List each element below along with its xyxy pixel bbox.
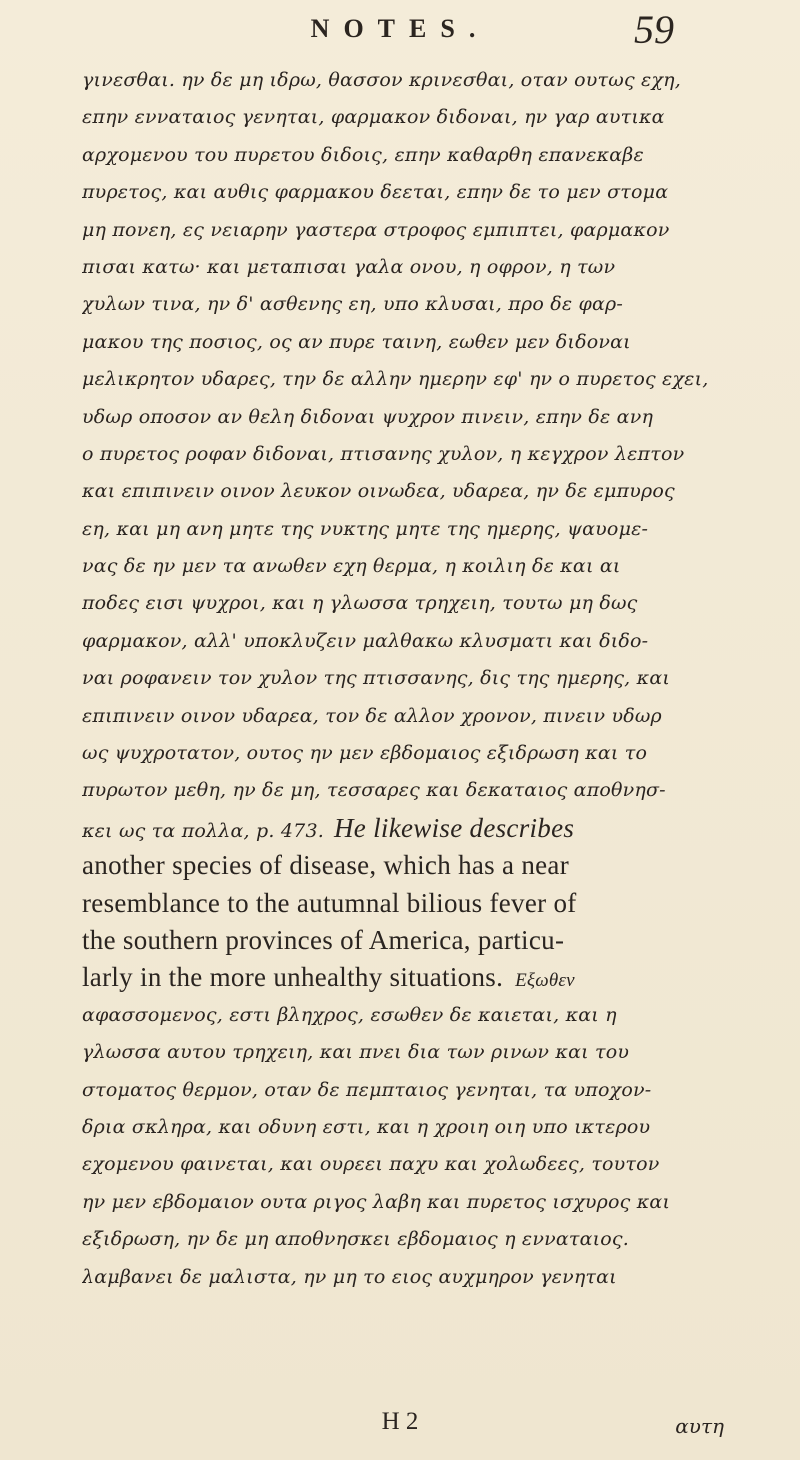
greek-text-line: δρια σκληρα, και οδυνη εστι, και η χροιη οιη υπο ικτερου <box>82 1115 651 1138</box>
greek-text-line: μη πονεη, ες νειαρην γαστερα στροφος εμπιπτει, φαρμακον <box>82 218 670 241</box>
greek-text-line: φαρμακον, αλλ' υποκλυζειν μαλθακω κλυσματι και διδο- <box>82 629 649 652</box>
greek-text-line: μακου της ποσιος, ος αν πυρε ταινη, εωθεν μεν διδοναι <box>82 330 631 353</box>
greek-text-line: και επιπινειν οινον λευκον οινωδεα, υδαρεα, ην δε εμπυρος <box>82 480 675 503</box>
greek-text-line: γλωσσα αυτου τρηχειη, και πνει δια των ρινων και του <box>82 1041 630 1064</box>
greek-text-line: κει ως τα πολλα, p. 473. He likewise describes <box>82 812 575 843</box>
english-text-line: the southern provinces of America, particu- <box>82 924 565 955</box>
printer-signature-mark: H 2 <box>381 1408 419 1435</box>
running-title: NOTES. <box>310 14 490 43</box>
greek-text-line: υδωρ οποσον αν θελη διδοναι ψυχρον πινειν, επην δε ανη <box>82 405 654 428</box>
greek-text-line: νας δε ην μεν τα ανωθεν εχη θερμα, η κοιλιη δε και αι <box>82 555 621 578</box>
greek-text-line: αρχομενου του πυρετου διδοις, επην καθαρθη επανεκαβε <box>82 143 644 166</box>
greek-text-line: πισαι κατω· και μεταπισαι γαλα ονου, η οφρον, η των <box>82 255 616 278</box>
english-text-line: another species of disease, which has a near <box>82 850 570 881</box>
greek-text-line: γινεσθαι. ην δε μη ιδρω, θασσον κρινεσθαι, οταν ουτως εχη, <box>82 69 681 91</box>
greek-text-line: αφασσομενος, εστι βληχρος, εσωθεν δε καιεται, και η <box>82 1003 617 1026</box>
notes-body-text <box>82 62 732 1296</box>
greek-text-line: ναι ροφανειν τον χυλον της πτισσανης, δις της ημερης, και <box>82 667 671 690</box>
greek-text-line: εη, και μη ανη μητε της νυκτης μητε της ημερης, ψαυομε- <box>82 517 649 540</box>
greek-text-line: ο πυρετος ροφαν διδοναι, πτισανης χυλον, η κεγχρον λεπτον <box>82 442 685 465</box>
page-number: 59 <box>634 7 674 52</box>
greek-text-line: λαμβανει δε μαλιστα, ην μη το ειος αυχμηρον γενηται <box>82 1265 617 1288</box>
english-text-line: resemblance to the autumnal bilious fever of <box>82 887 577 918</box>
catchword: αυτη <box>675 1414 724 1438</box>
greek-text-line: ως ψυχροτατον, ουτος ην μεν εβδομαιος εξιδρωση και το <box>82 742 648 765</box>
greek-text-line: στοματος θερμον, οταν δε πεμπταιος γενηται, τα υποχον- <box>82 1078 652 1101</box>
english-inline-continuation: He likewise describes <box>333 812 575 843</box>
greek-text-line: εχομενου φαινεται, και ουρεει παχυ και χολωδεες, τουτον <box>82 1153 660 1176</box>
greek-text-line: πυρωτον μεθη, ην δε μη, τεσσαρες και δεκαταιος αποθνησ- <box>82 779 666 802</box>
greek-text-line: εξιδρωση, ην δε μη αποθνησκει εβδομαιος η ενναταιος. <box>82 1228 629 1251</box>
greek-text-line: πυρετος, και αυθις φαρμακου δεεται, επην δε το μεν στομα <box>82 181 669 204</box>
greek-text-line: επιπινειν οινον υδαρεα, τον δε αλλον χρονον, πινειν υδωρ <box>82 704 662 727</box>
greek-text-line: επην ενναταιος γενηται, φαρμακον διδοναι, ην γαρ αυτικα <box>82 106 665 129</box>
greek-text-line: ποδες εισι ψυχροι, και η γλωσσα τρηχειη, τουτω μη δως <box>82 592 638 615</box>
english-text-line: larly in the more unhealthy situations. Εξωθεν <box>82 962 575 993</box>
greek-inline-word: Εξωθεν <box>515 970 575 992</box>
greek-text-line: μελικρητον υδαρες, την δε αλλην ημερην εφ' ην ο πυρετος εχει, <box>82 368 709 391</box>
greek-text-line: χυλων τινα, ην δ' ασθενης εη, υπο κλυσαι, προ δε φαρ- <box>82 293 624 316</box>
running-head <box>0 6 800 62</box>
greek-text-line: ην μεν εβδομαιον ουτα ριγος λαβη και πυρετος ισχυρος και <box>82 1190 671 1213</box>
